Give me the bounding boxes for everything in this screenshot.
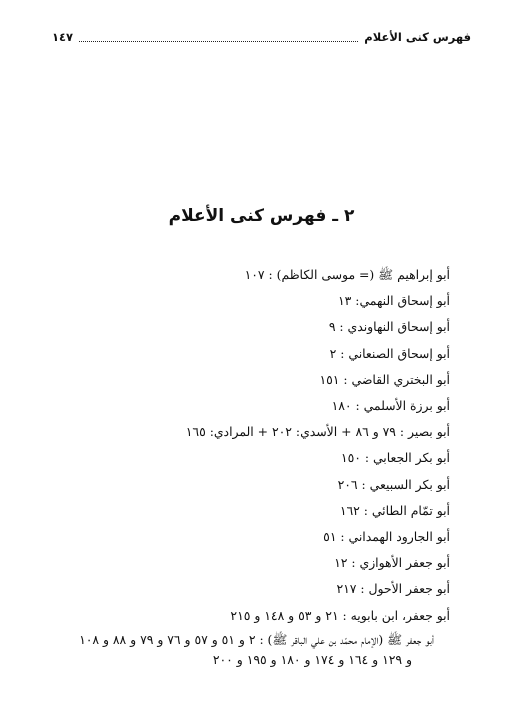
- running-header-title: فهرس كنى الأعلام: [364, 30, 471, 44]
- index-entry: أبو إسحاق النهاوندي : ٩: [328, 319, 450, 335]
- index-entry: أبو بكر السبيعي : ٢٠٦: [337, 476, 450, 492]
- index-entry: أبو بصير : ٧٩ و ٨٦ + الأسدي: ٢٠٢ + المرادي: ١٦٥: [185, 424, 450, 440]
- index-list: [20, 262, 450, 671]
- index-entry: أبو برزة الأسلمي : ١٨٠: [331, 398, 450, 414]
- index-entry: أبو جعفر ﷺ (الإمام محمّد بن علي الباقر ﷺ) : ٢ و ٥١ و ٥٧ و ٧٦ و ٧٩ و ٨٨ و ١٠٨: [79, 631, 434, 647]
- index-entry: أبو البختري القاضي : ١٥١: [319, 371, 450, 387]
- section-title: ٢ ـ فهرس كنى الأعلام: [168, 206, 355, 226]
- index-entry-continuation: و ١٢٩ و ١٦٤ و ١٧٤ و ١٨٠ و ١٩٥ و ٢٠٠: [212, 651, 412, 667]
- index-entry: أبو بكر الجعابي : ١٥٠: [340, 450, 450, 466]
- index-entry: أبو إسحاق النهمي: ١٣: [338, 293, 450, 309]
- index-entry: أبو جعفر الأهوازي : ١٢: [334, 555, 450, 571]
- index-entry: أبو الجارود الهمداني : ٥١: [323, 529, 450, 545]
- running-header: [52, 27, 471, 47]
- page-number: ١٤٧: [52, 30, 74, 44]
- index-entry: أبو جعفر الأحول : ٢١٧: [336, 581, 450, 597]
- leader-dots: [79, 32, 358, 42]
- index-entry: أبو تمّام الطائي : ١٦٢: [339, 502, 450, 518]
- index-entry: أبو إسحاق الصنعاني : ٢: [329, 345, 450, 361]
- index-entry-multiline: [0, 629, 434, 671]
- index-entry: أبو جعفر، ابن بابويه : ٢١ و ٥٣ و ١٤٨ و ٢١٥: [230, 607, 450, 623]
- index-entry: أبو إبراهيم ﷺ (= موسى الكاظم) : ١٠٧: [244, 267, 450, 282]
